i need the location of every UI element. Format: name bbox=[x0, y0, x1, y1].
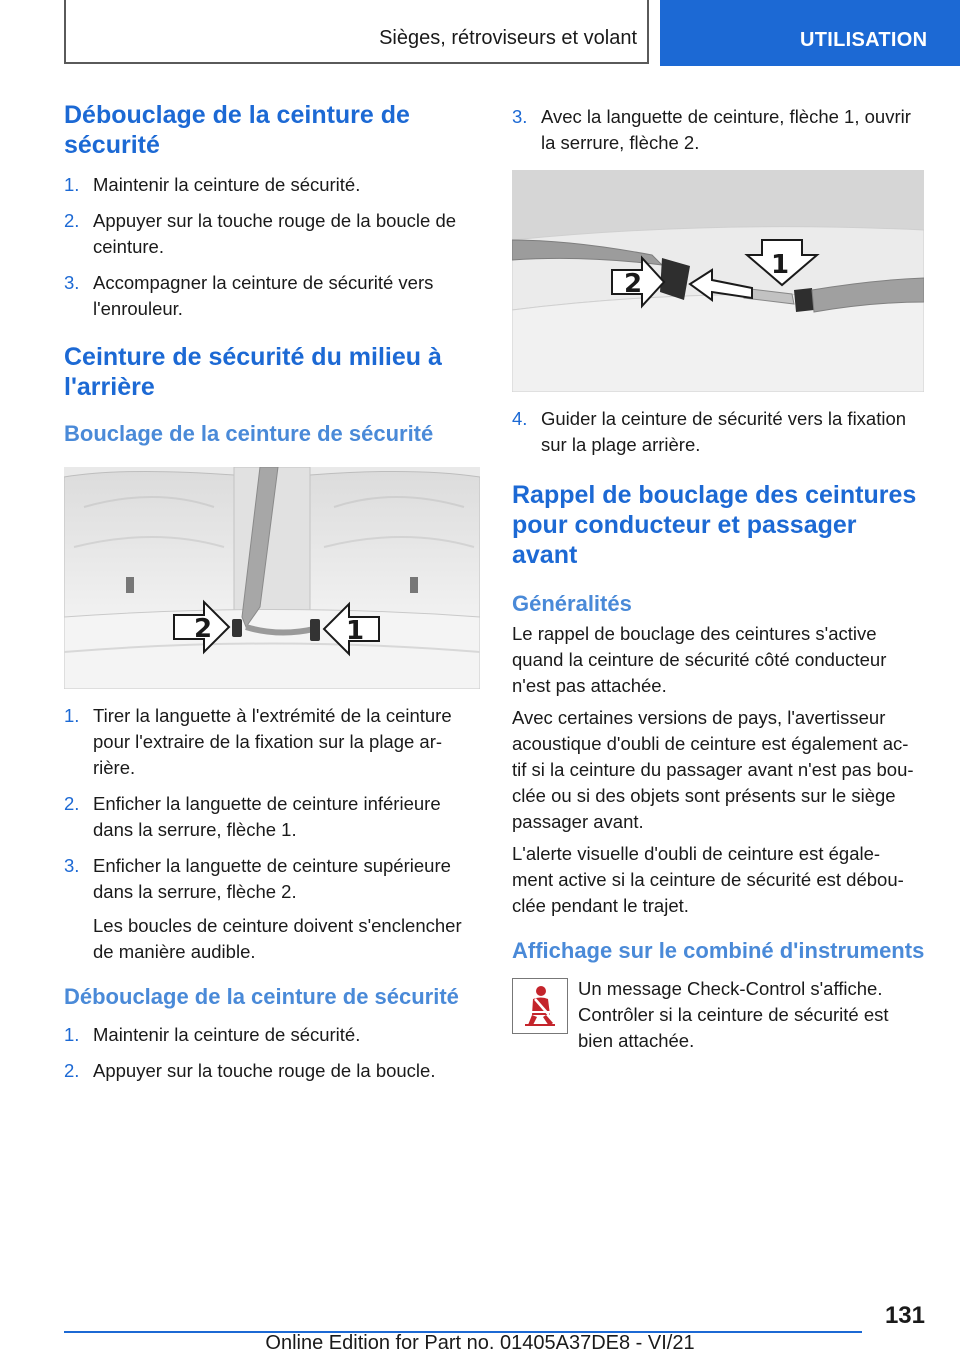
seatbelt-warning-icon bbox=[512, 978, 568, 1034]
left-column bbox=[64, 100, 482, 1094]
list-item: 4. Guider la ceinture de sécurité vers la fixation sur la plage arrière. bbox=[512, 408, 907, 455]
list-item: 2. Appuyer sur la touche rouge de la boucle de ceinture. bbox=[64, 210, 457, 257]
svg-text:1: 1 bbox=[771, 250, 790, 280]
list-item: 1. Maintenir la ceinture de sécurité. bbox=[64, 174, 361, 195]
paragraph: Avec certaines versions de pays, l'avertisseur acoustique d'oubli de ceinture est également ac‐ tif si la ceinture du passager avant n'est pas bou‐ clée ou si des objets sont présents sur le siège passager avant. bbox=[512, 707, 914, 832]
rear-seat-buckle-figure bbox=[64, 467, 480, 689]
list-item: 1. Maintenir la ceinture de sécurité. bbox=[64, 1024, 361, 1045]
section-title-reminder: Rappel de bouclage des ceintures pour conducteur et passager avant bbox=[512, 481, 917, 569]
buckle-release-figure bbox=[512, 170, 924, 392]
svg-text:2: 2 bbox=[624, 269, 643, 299]
list-item: 3. Accompagner la ceinture de sécurité vers l'enrouleur. bbox=[64, 272, 434, 319]
svg-text:2: 2 bbox=[194, 614, 213, 644]
unbuckle-step-4 bbox=[512, 406, 926, 458]
display-note bbox=[512, 976, 926, 1054]
header-chapter-tab[interactable] bbox=[660, 0, 960, 66]
header-chapter-label: UTILISATION bbox=[800, 29, 928, 51]
right-column bbox=[512, 100, 926, 1054]
list-item: 2. Appuyer sur la touche rouge de la boucle. bbox=[64, 1060, 436, 1081]
unbuckle-steps bbox=[64, 172, 482, 322]
unbuckle-middle-steps bbox=[64, 1022, 482, 1084]
paragraph: Le rappel de bouclage des ceintures s'active quand la ceinture de sécurité côté conducteur n'est pas attachée. bbox=[512, 623, 887, 696]
list-item: 3. Enficher la languette de ceinture supérieure dans la serrure, flèche 2. Les boucles de ceinture doivent s'enclencher de manière audible. bbox=[64, 855, 462, 962]
svg-text:1: 1 bbox=[346, 616, 365, 646]
buckling-steps bbox=[64, 703, 482, 965]
subsection-title-buckling: Bouclage de la ceinture de sécurité bbox=[64, 421, 434, 446]
subsection-title-display: Affichage sur le combiné d'instruments bbox=[512, 938, 925, 963]
unbuckle-step-3 bbox=[512, 104, 926, 156]
footer-edition: Online Edition for Part no. 01405A37DE8 - VI/21 bbox=[265, 1332, 695, 1354]
page-header bbox=[0, 0, 960, 66]
section-title-unbuckle: Débouclage de la ceinture de sécurité bbox=[64, 101, 410, 159]
paragraph: L'alerte visuelle d'oubli de ceinture est égale‐ ment active si la ceinture de sécurité est débou‐ clée pendant le trajet. bbox=[512, 843, 904, 916]
section-title-middle-belt: Ceinture de sécurité du milieu à l'arrière bbox=[64, 343, 442, 401]
list-item: 1. Tirer la languette à l'extrémité de la ceinture pour l'extraire de la fixation sur la plage ar‐ rière. bbox=[64, 705, 452, 778]
header-section-box bbox=[64, 0, 649, 64]
header-section-title: Sièges, rétroviseurs et volant bbox=[379, 27, 637, 49]
page-number: 131 bbox=[884, 1302, 925, 1329]
list-item: 3. Avec la languette de ceinture, flèche 1, ouvrir la serrure, flèche 2. bbox=[512, 106, 911, 153]
subsection-title-unbuckle: Débouclage de la ceinture de sécurité bbox=[64, 984, 459, 1009]
list-item: 2. Enficher la languette de ceinture inférieure dans la serrure, flèche 1. bbox=[64, 793, 441, 840]
display-note-text: Un message Check-Control s'affiche. Contrôler si la ceinture de sécurité est bien attachée. bbox=[578, 978, 889, 1051]
subsection-title-general: Généralités bbox=[512, 591, 632, 616]
